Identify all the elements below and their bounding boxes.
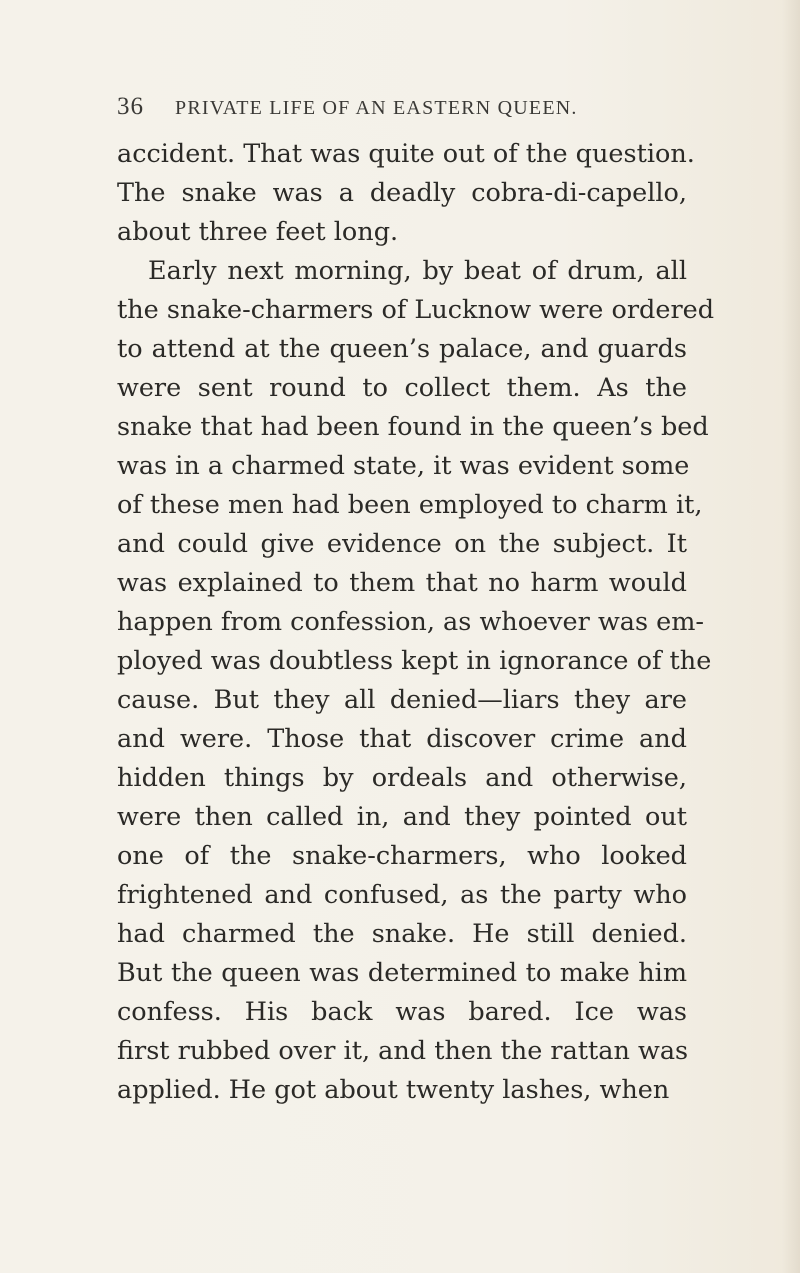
text-line: Early next morning, by beat of drum, all [148, 256, 687, 286]
text-line: one of the snake-charmers, who looked [117, 841, 687, 871]
text-line: had charmed the snake. He still denied. [117, 919, 687, 949]
text-line: and could give evidence on the subject. It [117, 529, 687, 559]
text-line: was in a charmed state, it was evident some [117, 451, 690, 481]
text-line: was explained to them that no harm would [117, 568, 687, 598]
text-line: were then called in, and they pointed out [117, 802, 687, 832]
text-line: frightened and confused, as the party who [117, 880, 687, 910]
text-line: of these men had been employed to charm it, [117, 490, 703, 520]
page-edge-shadow [782, 0, 800, 1273]
text-line: the snake-charmers of Lucknow were ordered [117, 295, 715, 325]
text-line: to attend at the queen’s palace, and guards [117, 334, 687, 364]
text-line: confess. His back was bared. Ice was [117, 997, 687, 1027]
body-text [117, 135, 715, 1110]
running-title: PRIVATE LIFE OF AN EASTERN QUEEN. [175, 97, 578, 119]
text-line: and were. Those that discover crime and [117, 724, 687, 754]
text-line: accident. That was quite out of the question. [117, 139, 695, 169]
text-line: But the queen was determined to make him [117, 958, 687, 988]
text-line: first rubbed over it, and then the rattan was [117, 1036, 689, 1066]
text-line: were sent round to collect them. As the [117, 373, 687, 403]
text-line: happen from confession, as whoever was em- [117, 607, 705, 637]
text-line: hidden things by ordeals and otherwise, [117, 763, 687, 793]
text-line: ployed was doubtless kept in ignorance of the [117, 646, 712, 676]
running-header [117, 92, 687, 126]
text-line: cause. But they all denied—liars they are [117, 685, 687, 715]
text-line: applied. He got about twenty lashes, when [117, 1075, 670, 1105]
text-line: about three feet long. [117, 217, 399, 247]
text-line: The snake was a deadly cobra-di-capello, [117, 178, 687, 208]
text-line: snake that had been found in the queen’s bed [117, 412, 709, 442]
page-number: 36 [117, 93, 144, 120]
